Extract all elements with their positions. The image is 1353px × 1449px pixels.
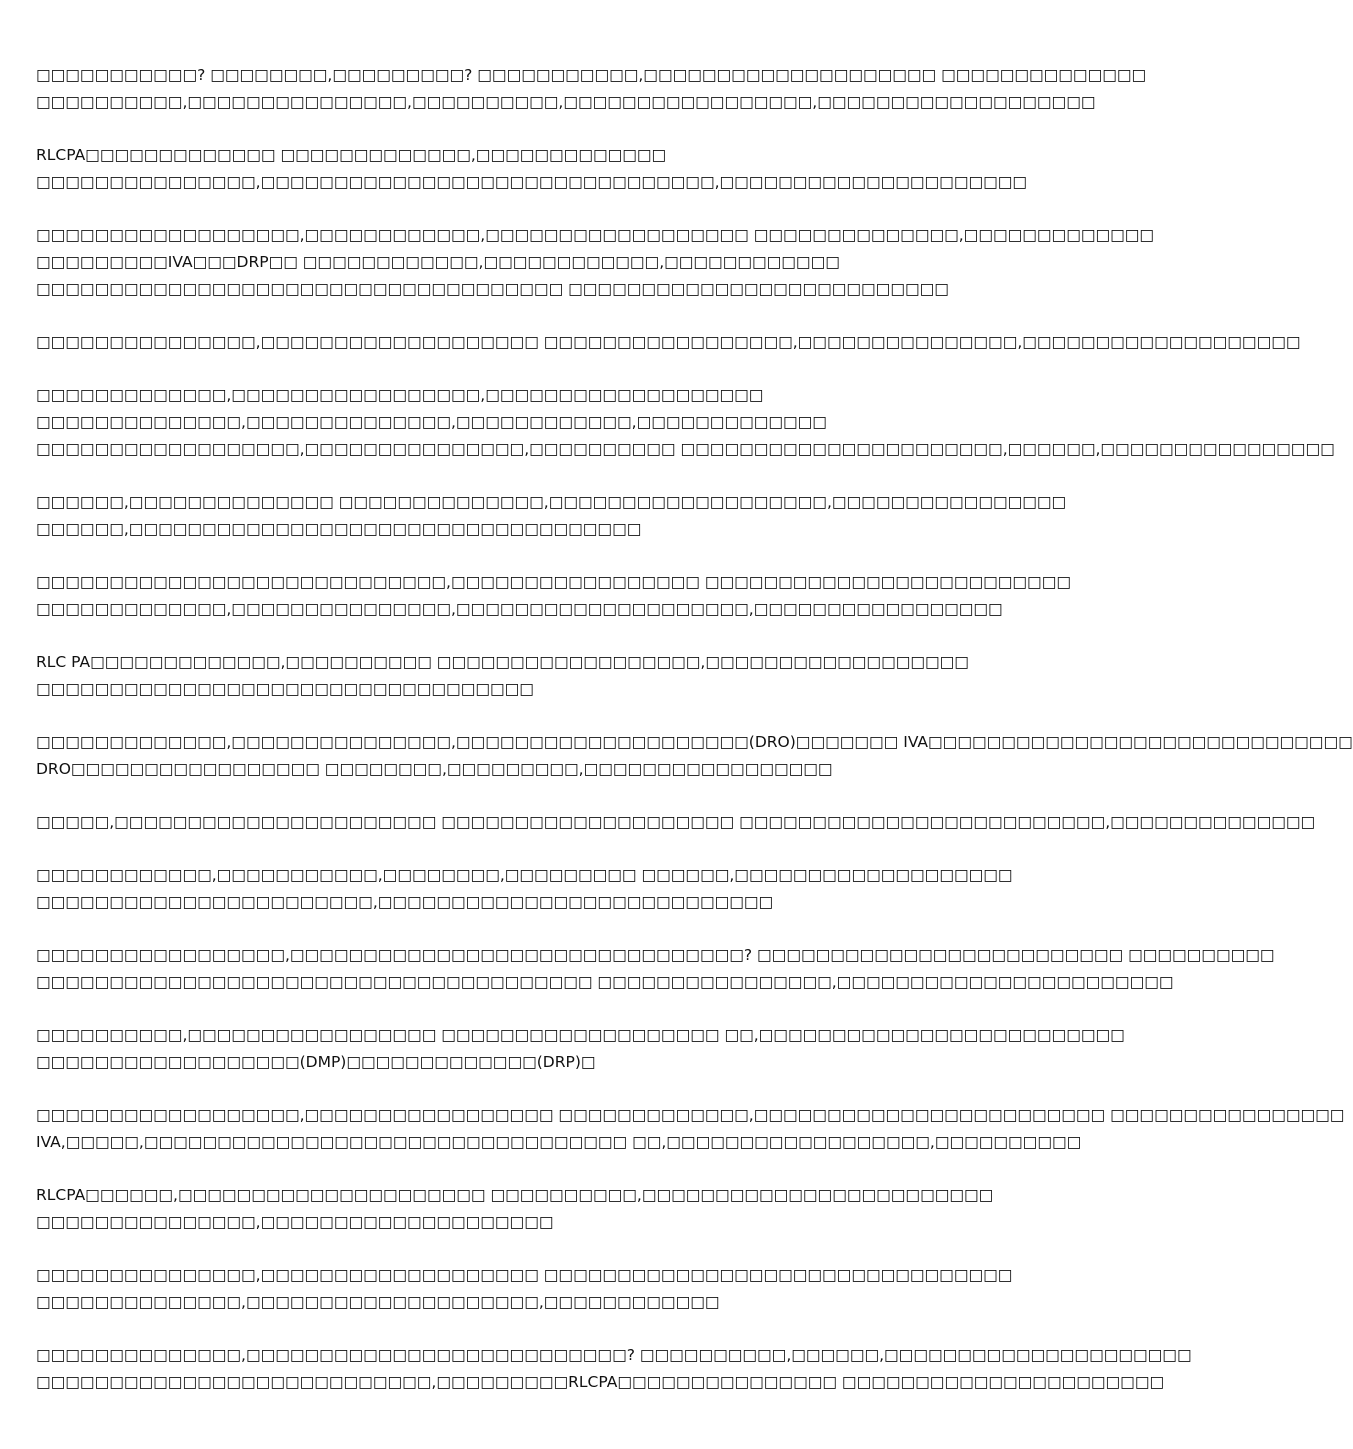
paragraph-7 [36, 569, 1071, 623]
paragraph-line: □□□□□□□□□□□□□□□,□□□□□□□□□□□□□□□□□□□ □□□□□□□□□□□□□□□□□,□□□□□□□□□□□□□□□,□□□□□□□□□□□□□□□□□□□ [36, 333, 1301, 351]
paragraph-6 [36, 489, 1067, 543]
paragraph-1 [36, 62, 1147, 116]
paragraph-line: □□□□□□□□□□□□□□,□□□□□□□□□□□□□□□□□□□□□□□□□□? □□□□□□□□□□,□□□□□□,□□□□□□□□□□□□□□□□□□□□□ [36, 1346, 1192, 1364]
paragraph-line: □□□□□□□□□□□□□□□□□□□□□□□□□□□□□□□□□□ [36, 680, 534, 698]
paragraph-line: □□□□□□□□□□□□□□□□□□□□□□□□□□□□,□□□□□□□□□□□□□□□□□ □□□□□□□□□□□□□□□□□□□□□□□□□ [36, 573, 1071, 591]
paragraph-4 [36, 329, 1301, 356]
paragraph-line: □□□□□□□□□□□□□□□,□□□□□□□□□□□□□□□□□□□ □□□□□□□□□□□□□□□□□□□□□□□□□□□□□□□□ [36, 1266, 1013, 1284]
paragraph-2 [36, 142, 1028, 196]
paragraph-line: □□□□□□□□□□□□□□,□□□□□□□□□□□□□□□□□□□□,□□□□□□□□□□□□ [36, 1293, 720, 1311]
paragraph-8 [36, 649, 994, 703]
paragraph-line: □□□□□□□□□□□□□,□□□□□□□□□□□□□□□,□□□□□□□□□□□□□□□□□□□□,□□□□□□□□□□□□□□□□□ [36, 600, 1003, 618]
paragraph-line: □□□□□□□□□□□□□□□□□□,□□□□□□□□□□□□,□□□□□□□□□□□□□□□□□□ □□□□□□□□□□□□□□,□□□□□□□□□□□□□ [36, 226, 1155, 244]
paragraph-line: □□□□□□□□□□□□□,□□□□□□□□□□□□□□□□□,□□□□□□□□□□□□□□□□□□□ [36, 386, 764, 404]
paragraph-line: RLC PA□□□□□□□□□□□□□,□□□□□□□□□□ □□□□□□□□□□□□□□□□□□,□□□□□□□□□□□□□□□□□□ [36, 653, 969, 671]
paragraph-line: □□□□□□□□□□□□□□□□□□(DMP)□□□□□□□□□□□□□(DRP)□ [36, 1053, 596, 1071]
paragraph-line: □□□□□□□□□□□□□□□□□□□□□□□□□□□□□□□□□□□□□□ □□□□□□□□□□□□□□□□,□□□□□□□□□□□□□□□□□□□□□□□ [36, 973, 1174, 991]
paragraph-line: □□□□□□,□□□□□□□□□□□□□□ □□□□□□□□□□□□□□,□□□□□□□□□□□□□□□□□□□,□□□□□□□□□□□□□□□□ [36, 493, 1067, 511]
paragraph-line: □□□□□□□□□□□? □□□□□□□□,□□□□□□□□□? □□□□□□□□□□□,□□□□□□□□□□□□□□□□□□□□ □□□□□□□□□□□□□□ [36, 66, 1147, 84]
paragraph-5 [36, 382, 1335, 463]
paragraph-line: □□□□□□,□□□□□□□□□□□□□□□□□□□□□□□□□□□□□□□□□□□ [36, 520, 642, 538]
paragraph-line: □□□□□□□□□□□□□□□□□□□□□□□,□□□□□□□□□□□□□□□□□□□□□□□□□□□ [36, 893, 774, 911]
paragraph-line: □□□□□□□□□□□□□□,□□□□□□□□□□□□□□,□□□□□□□□□□□□,□□□□□□□□□□□□□ [36, 413, 827, 431]
paragraph-line: □□□□□□□□□□□□□□□□□□,□□□□□□□□□□□□□□□□□ □□□□□□□□□□□□□,□□□□□□□□□□□□□□□□□□□□□□□□ □□□□□□□□□□□□□□□□ [36, 1106, 1345, 1124]
paragraph-line: □□□□□□□□□□□□□□□□□□,□□□□□□□□□□□□□□□,□□□□□□□□□□ □□□□□□□□□□□□□□□□□□□□□□,□□□□□□,□□□□□□□□□□□□□□□□ [36, 440, 1335, 458]
paragraph-11 [36, 862, 1013, 916]
paragraph-line: IVA,□□□□□,□□□□□□□□□□□□□□□□□□□□□□□□□□□□□□□□□ □□,□□□□□□□□□□□□□□□□□□,□□□□□□□□□□ [36, 1133, 1082, 1151]
paragraph-3 [36, 222, 1155, 303]
paragraph-line: RLCPA□□□□□□□□□□□□□ □□□□□□□□□□□□□,□□□□□□□□□□□□□ [36, 146, 667, 164]
paragraph-line: □□□□□□□□□□□□□,□□□□□□□□□□□□□□□,□□□□□□□□□□□□□□□□□□□□(DRO)□□□□□□□ IVA□□□□□□□□□□□□□□□□□□□□□□□□□□□□□ [36, 733, 1353, 751]
paragraph-12 [36, 942, 1275, 996]
paragraph-line: □□□□□□□□□□□□,□□□□□□□□□□□,□□□□□□□□,□□□□□□□□□ □□□□□□,□□□□□□□□□□□□□□□□□□□ [36, 866, 1013, 884]
paragraph-15 [36, 1182, 994, 1236]
paragraph-line: RLCPA□□□□□□,□□□□□□□□□□□□□□□□□□□□□ □□□□□□□□□□,□□□□□□□□□□□□□□□□□□□□□□□□ [36, 1186, 994, 1204]
paragraph-line: □□□□□□□□□□□□□□□,□□□□□□□□□□□□□□□□□□□□□□□□□□□□□□□,□□□□□□□□□□□□□□□□□□□□□ [36, 173, 1028, 191]
paragraph-14 [36, 1102, 1345, 1156]
paragraph-line: □□□□□□□□□□□□□□□,□□□□□□□□□□□□□□□□□□□□ [36, 1213, 554, 1231]
paragraph-10 [36, 809, 1316, 836]
paragraph-16 [36, 1262, 1013, 1316]
paragraph-line: DRO□□□□□□□□□□□□□□□□□ □□□□□□□□,□□□□□□□□□,□□□□□□□□□□□□□□□□□ [36, 760, 833, 778]
paragraph-line: □□□□□□□□□□□□□□□□□□□□□□□□□□□□□□□□□□□□ □□□□□□□□□□□□□□□□□□□□□□□□□□ [36, 280, 949, 298]
paragraph-line: □□□□□□□□□□□□□□□□□□□□□□□□□□□,□□□□□□□□□RLCPA□□□□□□□□□□□□□□□ □□□□□□□□□□□□□□□□□□□□□□ [36, 1373, 1165, 1391]
paragraph-line: □□□□□□□□□IVA□□□DRP□□ □□□□□□□□□□□□,□□□□□□□□□□□□,□□□□□□□□□□□□ [36, 253, 840, 271]
paragraph-9 [36, 729, 1353, 783]
paragraph-13 [36, 1022, 1125, 1076]
paragraph-line: □□□□□□□□□□,□□□□□□□□□□□□□□□□□ □□□□□□□□□□□□□□□□□□□ □□,□□□□□□□□□□□□□□□□□□□□□□□□□ [36, 1026, 1125, 1044]
paragraph-17 [36, 1342, 1192, 1396]
paragraph-line: □□□□□□□□□□□□□□□□□,□□□□□□□□□□□□□□□□□□□□□□□□□□□□□□□? □□□□□□□□□□□□□□□□□□□□□□□□□ □□□□□□□□□□ [36, 946, 1275, 964]
paragraph-line: □□□□□□□□□□,□□□□□□□□□□□□□□□,□□□□□□□□□□,□□□□□□□□□□□□□□□□□,□□□□□□□□□□□□□□□□□□□ [36, 93, 1096, 111]
paragraph-line: □□□□□,□□□□□□□□□□□□□□□□□□□□□□ □□□□□□□□□□□□□□□□□□□□ □□□□□□□□□□□□□□□□□□□□□□□□□,□□□□□□□□□□□□□□ [36, 813, 1316, 831]
